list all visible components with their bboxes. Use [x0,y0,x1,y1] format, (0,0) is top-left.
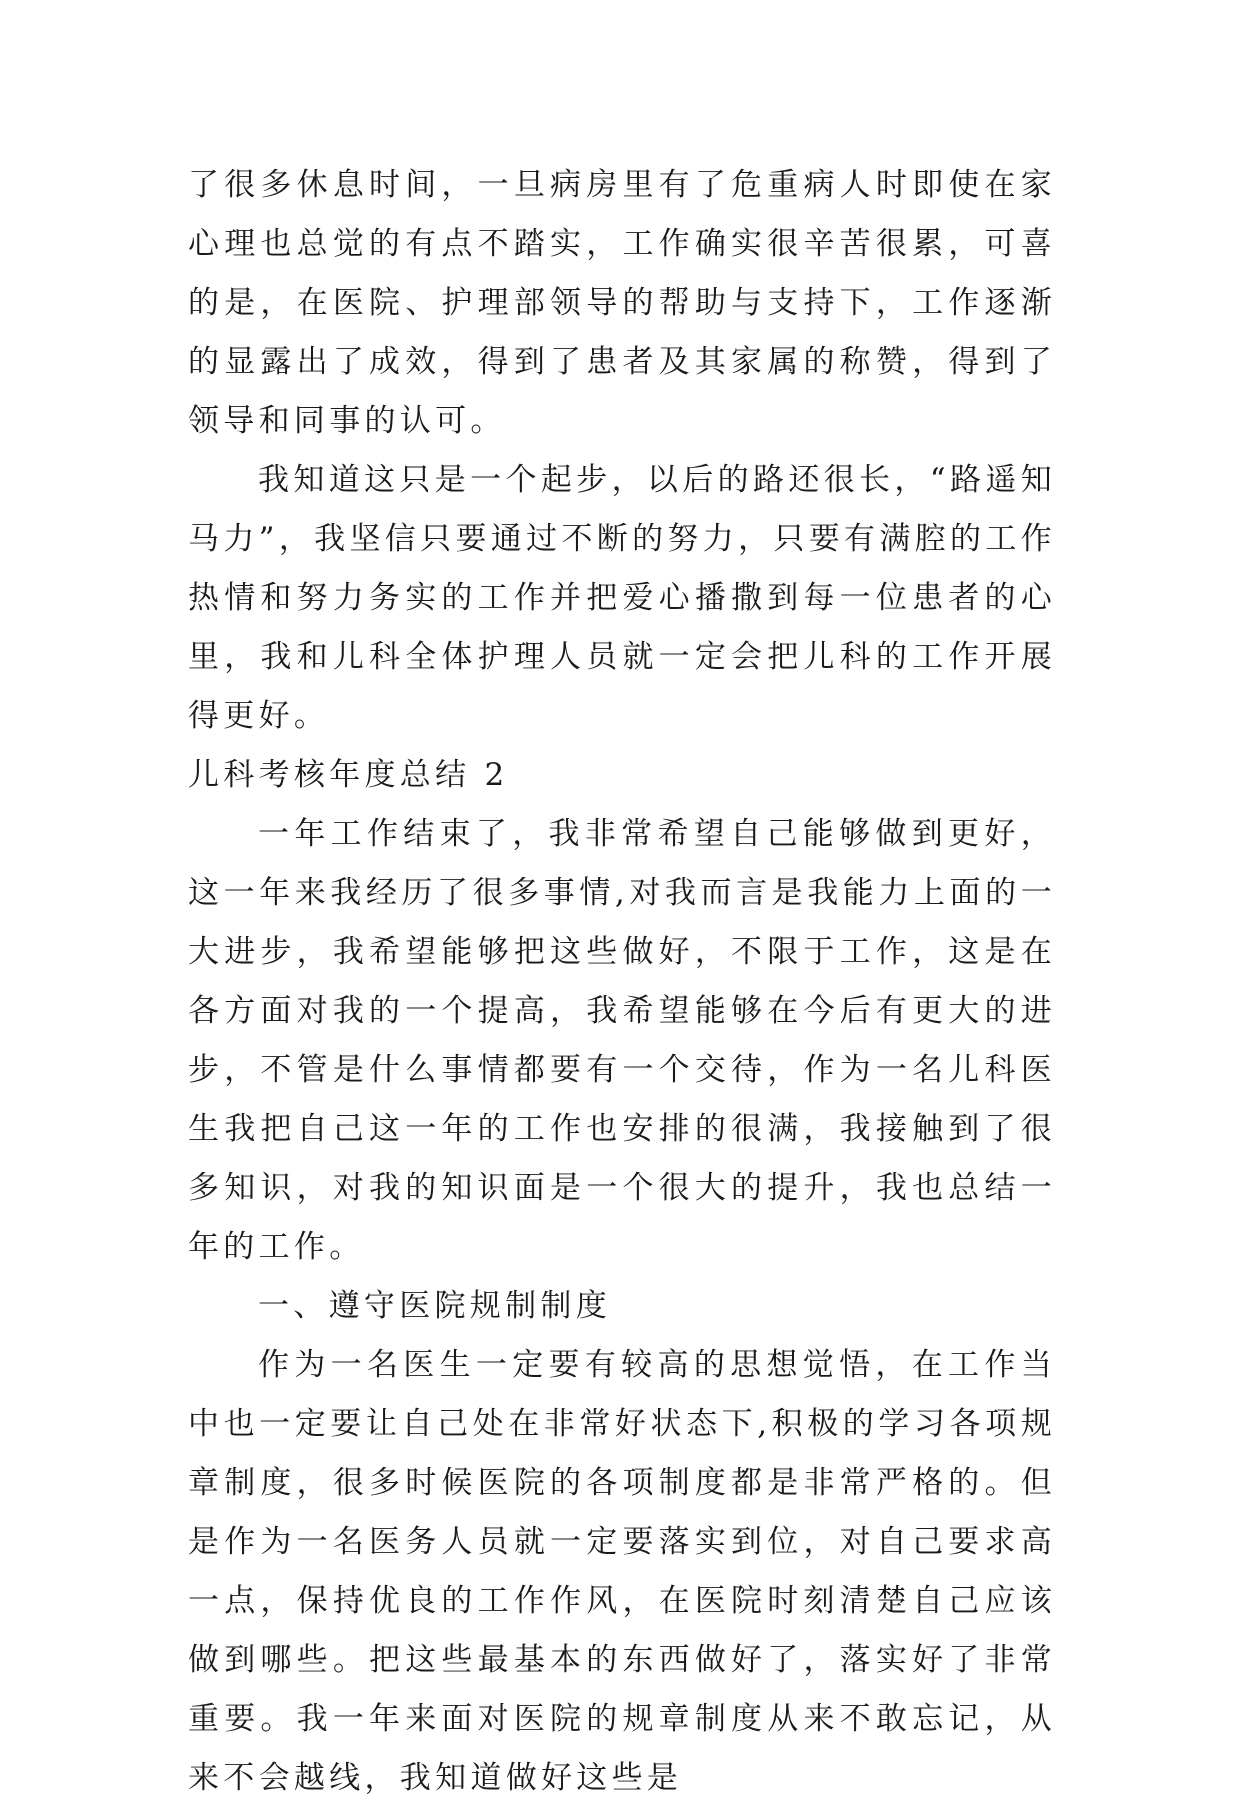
document-body [188,156,1056,1808]
paragraph-continuation: 了很多休息时间，一旦病房里有了危重病人时即使在家心理也总觉的有点不踏实，工作确实很辛苦很累，可喜的是，在医院、护理部领导的帮助与支持下，工作逐渐的显露出了成效，得到了患者及其家属的称赞，得到了领导和同事的认可。 [188,167,1056,439]
paragraph-road-ahead: 我知道这只是一个起步，以后的路还很长，“路遥知马力”，我坚信只要通过不断的努力，只要有满腔的工作热情和努力务实的工作并把爱心播撒到每一位患者的心里，我和儿科全体护理人员就一定会把儿科的工作开展得更好。 [188,462,1056,734]
section-title: 儿科考核年度总结 2 [188,757,509,793]
subsection-title-rules: 一、遵守医院规制制度 [258,1288,611,1324]
paragraph-year-review: 一年工作结束了，我非常希望自己能够做到更好，这一年来我经历了很多事情,对我而言是我能力上面的一大进步，我希望能够把这些做好，不限于工作，这是在各方面对我的一个提高，我希望能够在今后有更大的进步，不管是什么事情都要有一个交待，作为一名儿科医生我把自己这一年的工作也安排的很满，我接触到了很多知识，对我的知识面是一个很大的提升，我也总结一年的工作。 [188,816,1056,1265]
paragraph-rules: 作为一名医生一定要有较高的思想觉悟，在工作当中也一定要让自己处在非常好状态下,积极的学习各项规章制度，很多时候医院的各项制度都是非常严格的。但是作为一名医务人员就一定要落实到位，对自己要求高一点，保持优良的工作作风，在医院时刻清楚自己应该做到哪些。把这些最基本的东西做好了，落实好了非常重要。我一年来面对医院的规章制度从来不敢忘记，从来不会越线，我知道做好这些是 [188,1347,1056,1796]
